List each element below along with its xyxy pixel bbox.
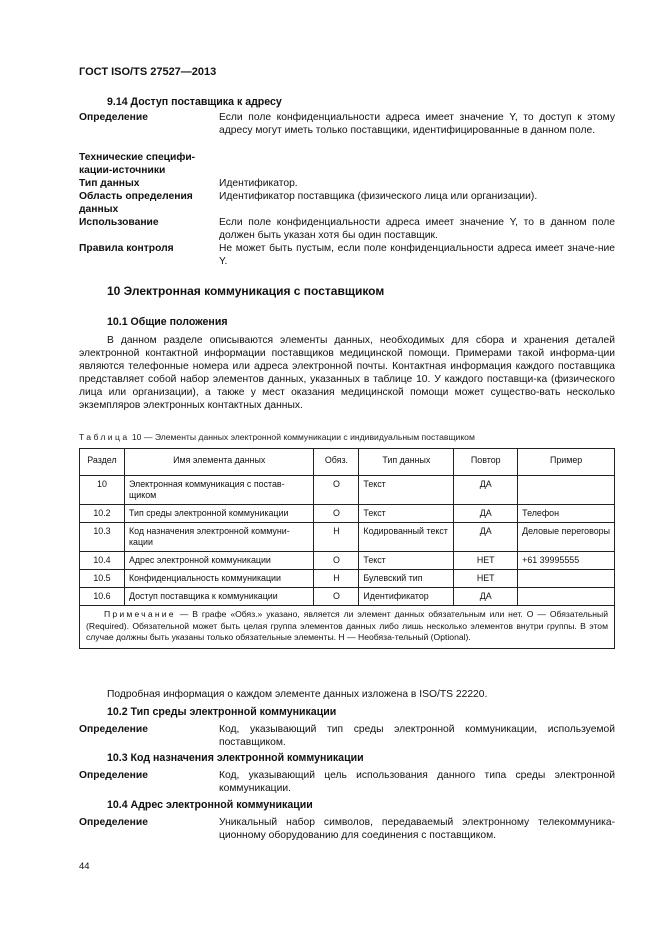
section-9-14-deflist xyxy=(79,111,615,268)
table-note-row xyxy=(80,606,615,649)
table-cell: Деловые переговоры xyxy=(518,523,615,552)
table-cell: 10.2 xyxy=(80,505,125,523)
table-cell: Кодированный текст xyxy=(359,523,454,552)
table-cell: Адрес электронной коммуникации xyxy=(124,552,314,570)
term: Правила контроля xyxy=(79,243,174,254)
term: Определение xyxy=(79,724,148,735)
term: Определение xyxy=(79,112,148,123)
table-cell: 10.5 xyxy=(80,570,125,588)
table-row xyxy=(80,523,615,552)
section-10-2-deflist xyxy=(79,723,615,749)
table-cell: Булевский тип xyxy=(359,570,454,588)
table-cell: Текст xyxy=(359,476,454,505)
term: Область определения данных xyxy=(79,191,193,215)
table-cell: ДА xyxy=(454,505,518,523)
section-10-4-deflist xyxy=(79,816,615,842)
column-header: Имя элемента данных xyxy=(124,449,314,476)
after-table-paragraph: Подробная информация о каждом элементе данных изложена в ISO/TS 22220. xyxy=(107,689,488,700)
table-cell: 10 xyxy=(80,476,125,505)
section-10-3-deflist xyxy=(79,769,615,795)
data-elements-table xyxy=(79,448,615,649)
column-header: Повтор xyxy=(454,449,518,476)
definition xyxy=(219,151,615,177)
term: Использование xyxy=(79,217,159,228)
definition: Код, указывающий тип среды электронной коммуникации, используемой поставщиком. xyxy=(219,724,615,748)
table-cell xyxy=(518,476,615,505)
table-cell: 10.4 xyxy=(80,552,125,570)
table-row xyxy=(80,588,615,606)
definition: Идентификатор. xyxy=(219,178,298,189)
table-note xyxy=(80,606,615,649)
section-10-1-title: 10.1 Общие положения xyxy=(107,316,228,328)
table-cell: О xyxy=(314,476,359,505)
definition: Не может быть пустым, если поле конфиденциальности адреса имеет значе-ние Y. xyxy=(219,243,615,267)
table-cell: Доступ поставщика к коммуникации xyxy=(124,588,314,606)
term: Определение xyxy=(79,817,148,828)
section-10-2-title: 10.2 Тип среды электронной коммуникации xyxy=(107,706,337,718)
table-cell: +61 39995555 xyxy=(518,552,615,570)
table-cell: Н xyxy=(314,523,359,552)
table-cell: 10.3 xyxy=(80,523,125,552)
section-10-4-title: 10.4 Адрес электронной коммуникации xyxy=(107,799,313,811)
table-cell xyxy=(518,588,615,606)
column-header: Тип данных xyxy=(359,449,454,476)
page-number: 44 xyxy=(79,861,90,872)
table-cell: О xyxy=(314,552,359,570)
document-header: ГОСТ ISO/TS 27527—2013 xyxy=(79,66,217,78)
table-cell: Н xyxy=(314,570,359,588)
table-row xyxy=(80,552,615,570)
definition: Код, указывающий цель использования данного типа среды электронной коммуникации. xyxy=(219,770,615,794)
definition: Уникальный набор символов, передаваемый электронному телекоммуника-ционному оборудованию для соединения с поставщиком. xyxy=(219,817,615,841)
table-row xyxy=(80,505,615,523)
table-cell: Телефон xyxy=(518,505,615,523)
table-cell: Электронная коммуникация с постав-щиком xyxy=(124,476,314,505)
table-cell: НЕТ xyxy=(454,552,518,570)
table-cell: О xyxy=(314,588,359,606)
definition: Если поле конфиденциальности адреса имеет значение Y, то доступ к этому адресу могут иметь только поставщики, идентифицированные в данном поле. xyxy=(219,112,615,136)
section-10-title: 10 Электронная коммуникация с поставщиком xyxy=(107,284,385,298)
table-caption xyxy=(79,431,475,444)
term: Технические специфи-кации-источники xyxy=(79,152,196,176)
table-cell: Текст xyxy=(359,552,454,570)
table-cell xyxy=(518,570,615,588)
table-cell: Текст xyxy=(359,505,454,523)
definition: Идентификатор поставщика (физического лица или организации). xyxy=(219,191,538,202)
table-cell: ДА xyxy=(454,523,518,552)
table-header-row xyxy=(80,449,615,476)
table-note-prefix: Примечание xyxy=(104,609,176,619)
column-header: Раздел xyxy=(80,449,125,476)
table-caption-text: 10 — Элементы данных электронной коммуникации с индивидуальным поставщиком xyxy=(131,432,475,442)
table-cell: ДА xyxy=(454,476,518,505)
table-cell: Код назначения электронной коммуни-кации xyxy=(124,523,314,552)
table-cell: Тип среды электронной коммуникации xyxy=(124,505,314,523)
definition: Если поле конфиденциальности адреса имеет значение Y, то в данном поле должен быть указан хотя бы один поставщик. xyxy=(219,217,615,241)
table-note-text: — В графе «Обяз.» указано, является ли элемент данных обязательным или нет. О — Обязательный (Required). Обязательной может быть целая группа элементов данных либо лишь несколько элементов внутри группы. В этом случае должны быть указаны только обязательные элементы. Н — Необяза-тельный (Optional). xyxy=(86,609,608,642)
section-10-1-paragraph: В данном разделе описываются элементы данных, необходимых для сбора и хранения деталей электронной контактной информации поставщиков медицинской помощи. Примерами такой информа-ции являются телефонные номера или адреса электронной почты. Контактная информация каждого поставщика представляет собой набор элементов данных, указанных в таблице 10. У каждого поставщи-ка (физического лица или организации), а также у мест оказания медицинской помощи может существо-вать несколько экземпляров электронных контактных данных. xyxy=(79,335,615,411)
table-row xyxy=(80,476,615,505)
section-9-14-title: 9.14 Доступ поставщика к адресу xyxy=(107,96,282,108)
table-cell: НЕТ xyxy=(454,570,518,588)
table-cell: 10.6 xyxy=(80,588,125,606)
column-header: Обяз. xyxy=(314,449,359,476)
table-cell: Конфиденциальность коммуникации xyxy=(124,570,314,588)
table-cell: О xyxy=(314,505,359,523)
table-cell: ДА xyxy=(454,588,518,606)
term: Определение xyxy=(79,770,148,781)
term: Тип данных xyxy=(79,178,140,189)
table-row xyxy=(80,570,615,588)
column-header: Пример xyxy=(518,449,615,476)
table-cell: Идентификатор xyxy=(359,588,454,606)
table-caption-prefix: Таблица xyxy=(79,432,130,442)
section-10-3-title: 10.3 Код назначения электронной коммуникации xyxy=(107,752,364,764)
